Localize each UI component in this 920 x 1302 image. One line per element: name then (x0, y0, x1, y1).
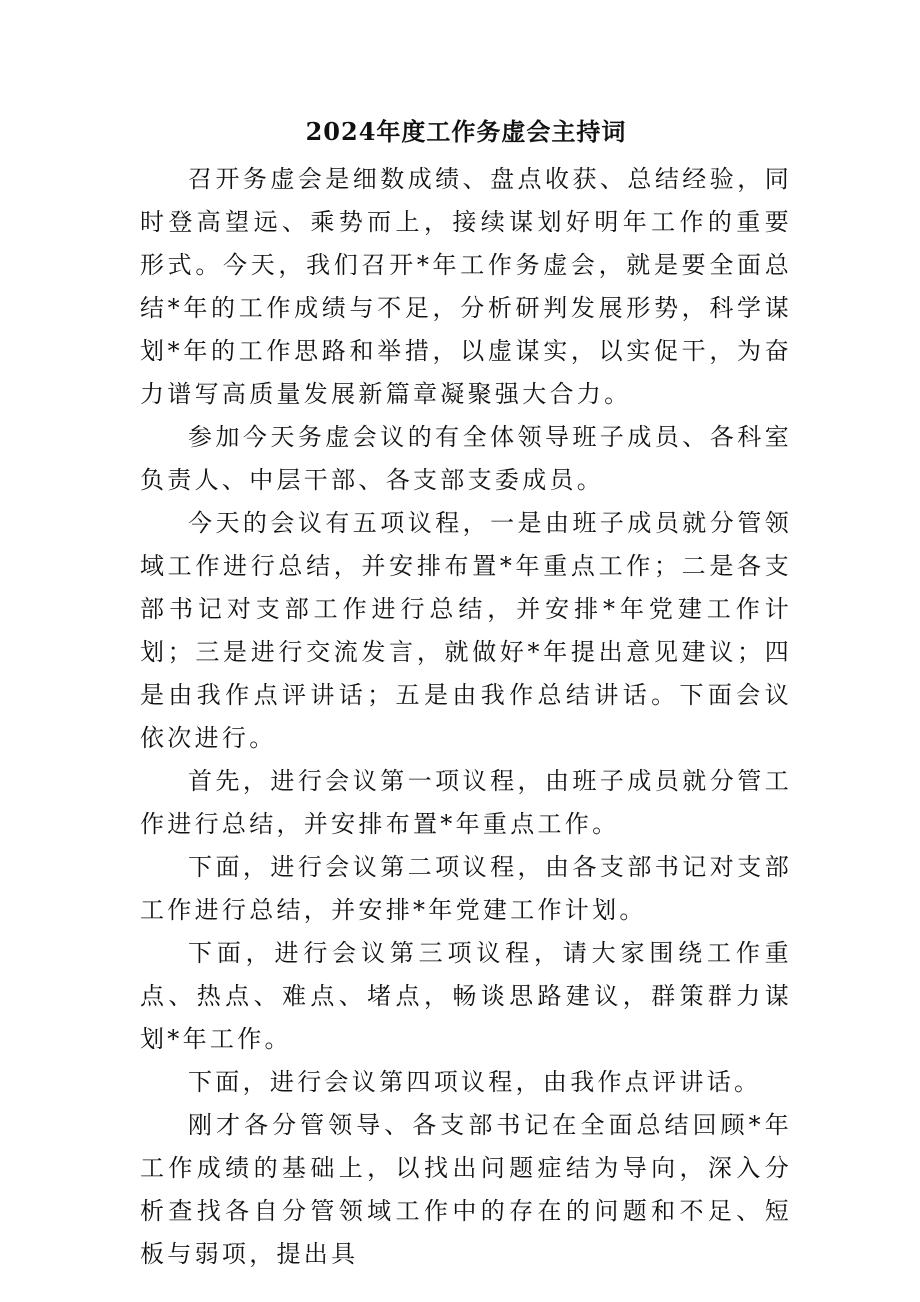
document-title: 2024年度工作务虚会主持词 (305, 117, 627, 146)
paragraph-agenda-item-3: 下面，进行会议第三项议程，请大家围绕工作重点、热点、难点、堵点，畅谈思路建议，群策群力谋划*年工作。 (140, 939, 792, 1053)
paragraph-attendees: 参加今天务虚会议的有全体领导班子成员、各科室负责人、中层干部、各支部支委成员。 (140, 423, 792, 494)
paragraph-review: 刚才各分管领导、各支部书记在全面总结回顾*年工作成绩的基础上，以找出问题症结为导向，深入分析查找各自分管领域工作中的存在的问题和不足、短板与弱项，提出具 (140, 1111, 792, 1268)
paragraph-opening: 召开务虚会是细数成绩、盘点收获、总结经验，同时登高望远、乘势而上，接续谋划好明年工作的重要形式。今天，我们召开*年工作务虚会，就是要全面总结*年的工作成绩与不足，分析研判发展形势，科学谋划*年的工作思路和举措，以虚谋实，以实促干，为奋力谱写高质量发展新篇章凝聚强大合力。 (140, 165, 792, 408)
paragraph-agenda-item-4: 下面，进行会议第四项议程，由我作点评讲话。 (188, 1068, 762, 1096)
paragraph-agenda: 今天的会议有五项议程，一是由班子成员就分管领域工作进行总结，并安排布置*年重点工作；二是各支部书记对支部工作进行总结，并安排*年党建工作计划；三是进行交流发言，就做好*年提出意见建议；四是由我作点评讲话；五是由我作总结讲话。下面会议依次进行。 (140, 509, 792, 752)
paragraph-agenda-item-1: 首先，进行会议第一项议程，由班子成员就分管工作进行总结，并安排布置*年重点工作。 (140, 767, 792, 838)
paragraph-agenda-item-2: 下面，进行会议第二项议程，由各支部书记对支部工作进行总结，并安排*年党建工作计划。 (140, 853, 792, 924)
document-page (140, 112, 792, 1276)
